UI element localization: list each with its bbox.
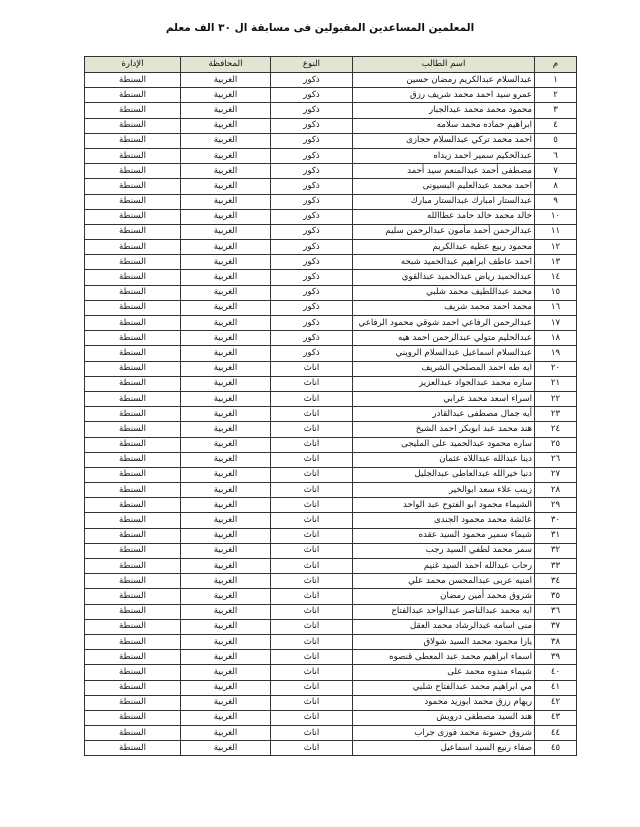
student-name-cell: اسراء اسعد محمد عرابي	[353, 391, 535, 406]
administration-cell: السنطة	[85, 270, 181, 285]
governorate-cell: الغربية	[181, 285, 271, 300]
student-name-cell: ريهام رزق محمد ابوزيد محمود	[353, 695, 535, 710]
administration-cell: السنطة	[85, 741, 181, 756]
gender-cell: اناث	[271, 467, 353, 482]
administration-cell: السنطة	[85, 285, 181, 300]
student-name-cell: اسماء ابراهيم محمد عبد المعطى قنصوه	[353, 650, 535, 665]
row-number-cell: ٣٧	[535, 619, 577, 634]
table-row	[85, 437, 577, 452]
governorate-cell: الغربية	[181, 407, 271, 422]
student-name-cell: دينا عبدالله عبداللاه عثمان	[353, 452, 535, 467]
student-name-cell: عبدالحميد رياض عبدالحميد عبدالقوي	[353, 270, 535, 285]
gender-cell: اناث	[271, 391, 353, 406]
administration-cell: السنطة	[85, 665, 181, 680]
table-row	[85, 695, 577, 710]
administration-cell: السنطة	[85, 467, 181, 482]
table-row	[85, 680, 577, 695]
governorate-cell: الغربية	[181, 513, 271, 528]
table-row	[85, 285, 577, 300]
row-number-cell: ٤٤	[535, 726, 577, 741]
student-name-cell: زينب علاء سعد ابوالخير	[353, 483, 535, 498]
governorate-cell: الغربية	[181, 270, 271, 285]
gender-cell: ذكور	[271, 255, 353, 270]
governorate-cell: الغربية	[181, 680, 271, 695]
table-row	[85, 270, 577, 285]
governorate-cell: الغربية	[181, 164, 271, 179]
row-number-cell: ٣٩	[535, 650, 577, 665]
student-name-cell: صفاء ربيع السيد اسماعيل	[353, 741, 535, 756]
governorate-cell: الغربية	[181, 391, 271, 406]
administration-cell: السنطة	[85, 255, 181, 270]
governorate-cell: الغربية	[181, 589, 271, 604]
gender-cell: ذكور	[271, 300, 353, 315]
governorate-cell: الغربية	[181, 543, 271, 558]
governorate-cell: الغربية	[181, 133, 271, 148]
row-number-cell: ٤٥	[535, 741, 577, 756]
row-number-cell: ٢٨	[535, 483, 577, 498]
administration-cell: السنطة	[85, 209, 181, 224]
gender-cell: اناث	[271, 741, 353, 756]
student-name-cell: شروق محمد أمين رمضان	[353, 589, 535, 604]
row-number-cell: ٨	[535, 179, 577, 194]
row-number-cell: ١٠	[535, 209, 577, 224]
administration-cell: السنطة	[85, 695, 181, 710]
gender-cell: اناث	[271, 619, 353, 634]
row-number-cell: ١٥	[535, 285, 577, 300]
gender-cell: اناث	[271, 650, 353, 665]
administration-cell: السنطة	[85, 574, 181, 589]
row-number-cell: ٤٢	[535, 695, 577, 710]
table-row	[85, 619, 577, 634]
row-number-cell: ٣٢	[535, 543, 577, 558]
header-row	[85, 57, 577, 73]
governorate-cell: الغربية	[181, 73, 271, 88]
student-name-cell: مي ابراهيم محمد عبدالفتاح شلبي	[353, 680, 535, 695]
administration-cell: السنطة	[85, 559, 181, 574]
row-number-cell: ١٤	[535, 270, 577, 285]
table-row	[85, 179, 577, 194]
governorate-cell: الغربية	[181, 665, 271, 680]
gender-cell: ذكور	[271, 194, 353, 209]
student-name-cell: امنيه عربى عبدالمحسن محمد علي	[353, 574, 535, 589]
governorate-cell: الغربية	[181, 528, 271, 543]
table-row	[85, 407, 577, 422]
governorate-cell: الغربية	[181, 361, 271, 376]
student-name-cell: ابراهيم حماده محمد سلامه	[353, 118, 535, 133]
row-number-cell: ٣٣	[535, 559, 577, 574]
gender-cell: اناث	[271, 726, 353, 741]
student-name-cell: رحاب عبدالله احمد السيد غنيم	[353, 559, 535, 574]
student-name-cell: عبدالسلام عبدالكريم رمضان حسين	[353, 73, 535, 88]
table-row	[85, 103, 577, 118]
student-name-cell: شيماء سمير محمود السيد عقده	[353, 528, 535, 543]
table-row	[85, 589, 577, 604]
row-number-cell: ١١	[535, 224, 577, 239]
gender-cell: ذكور	[271, 209, 353, 224]
student-name-cell: هند السيد مصطفى درويش	[353, 710, 535, 725]
student-name-cell: احمد عاطف ابراهيم عبدالحميد شبحه	[353, 255, 535, 270]
gender-cell: اناث	[271, 634, 353, 649]
administration-cell: السنطة	[85, 194, 181, 209]
administration-cell: السنطة	[85, 103, 181, 118]
administration-cell: السنطة	[85, 680, 181, 695]
page-title: المعلمين المساعدين المقبولين فى مسابقة ال ٣٠ الف معلم	[165, 22, 475, 34]
gender-cell: ذكور	[271, 346, 353, 361]
administration-cell: السنطة	[85, 650, 181, 665]
gender-cell: اناث	[271, 695, 353, 710]
student-name-cell: مصطفى أحمد عبدالمنعم سيد أحمد	[353, 164, 535, 179]
table-body	[85, 73, 577, 756]
administration-cell: السنطة	[85, 528, 181, 543]
header-gender: النوع	[271, 57, 353, 73]
student-name-cell: عبدالستار امبارك عبدالستار مبارك	[353, 194, 535, 209]
table-row	[85, 391, 577, 406]
table-row	[85, 452, 577, 467]
student-name-cell: عائشة محمد محمود الجندى	[353, 513, 535, 528]
student-name-cell: عبدالسلام اسماعيل عبدالسلام الرويني	[353, 346, 535, 361]
governorate-cell: الغربية	[181, 452, 271, 467]
row-number-cell: ٤٠	[535, 665, 577, 680]
student-name-cell: ايه محمد عبدالناصر عبدالواحد عبدالفتاح	[353, 604, 535, 619]
administration-cell: السنطة	[85, 619, 181, 634]
governorate-cell: الغربية	[181, 437, 271, 452]
administration-cell: السنطة	[85, 346, 181, 361]
administration-cell: السنطة	[85, 604, 181, 619]
table-row	[85, 209, 577, 224]
administration-cell: السنطة	[85, 118, 181, 133]
gender-cell: اناث	[271, 665, 353, 680]
administration-cell: السنطة	[85, 726, 181, 741]
row-number-cell: ٢١	[535, 376, 577, 391]
row-number-cell: ٣٤	[535, 574, 577, 589]
gender-cell: اناث	[271, 543, 353, 558]
table-row	[85, 574, 577, 589]
gender-cell: اناث	[271, 589, 353, 604]
table-row	[85, 133, 577, 148]
row-number-cell: ٢٥	[535, 437, 577, 452]
header-number: م	[535, 57, 577, 73]
governorate-cell: الغربية	[181, 559, 271, 574]
governorate-cell: الغربية	[181, 422, 271, 437]
row-number-cell: ٥	[535, 133, 577, 148]
row-number-cell: ١٧	[535, 316, 577, 331]
administration-cell: السنطة	[85, 513, 181, 528]
row-number-cell: ٤	[535, 118, 577, 133]
table-row	[85, 346, 577, 361]
student-name-cell: عبدالرحمن أحمد مأمون عبدالرحمن سليم	[353, 224, 535, 239]
gender-cell: ذكور	[271, 118, 353, 133]
administration-cell: السنطة	[85, 391, 181, 406]
administration-cell: السنطة	[85, 148, 181, 163]
gender-cell: ذكور	[271, 73, 353, 88]
table-row	[85, 422, 577, 437]
governorate-cell: الغربية	[181, 316, 271, 331]
table-row	[85, 710, 577, 725]
row-number-cell: ٦	[535, 148, 577, 163]
governorate-cell: الغربية	[181, 209, 271, 224]
row-number-cell: ٢٧	[535, 467, 577, 482]
administration-cell: السنطة	[85, 452, 181, 467]
table-row	[85, 650, 577, 665]
gender-cell: ذكور	[271, 285, 353, 300]
gender-cell: اناث	[271, 559, 353, 574]
table-row	[85, 224, 577, 239]
table-row	[85, 73, 577, 88]
gender-cell: اناث	[271, 574, 353, 589]
student-name-cell: سمر محمد لطفي السيد رجب	[353, 543, 535, 558]
row-number-cell: ٢٦	[535, 452, 577, 467]
gender-cell: اناث	[271, 528, 353, 543]
header-student-name: اسم الطالب	[353, 57, 535, 73]
gender-cell: ذكور	[271, 179, 353, 194]
gender-cell: اناث	[271, 483, 353, 498]
table-row	[85, 483, 577, 498]
table-row	[85, 543, 577, 558]
administration-cell: السنطة	[85, 589, 181, 604]
table-row	[85, 255, 577, 270]
gender-cell: اناث	[271, 452, 353, 467]
administration-cell: السنطة	[85, 376, 181, 391]
student-name-cell: محمود محمد محمد عبدالجبار	[353, 103, 535, 118]
row-number-cell: ٣٠	[535, 513, 577, 528]
table-row	[85, 376, 577, 391]
table-row	[85, 604, 577, 619]
row-number-cell: ٢٠	[535, 361, 577, 376]
table-row	[85, 528, 577, 543]
table-row	[85, 498, 577, 513]
roster-table	[84, 56, 577, 756]
gender-cell: ذكور	[271, 270, 353, 285]
row-number-cell: ٣	[535, 103, 577, 118]
student-name-cell: هند محمد عبد ابوبكر احمد الشيخ	[353, 422, 535, 437]
row-number-cell: ١٩	[535, 346, 577, 361]
student-name-cell: احمد محمد عبدالعليم البسيونى	[353, 179, 535, 194]
governorate-cell: الغربية	[181, 194, 271, 209]
row-number-cell: ٤١	[535, 680, 577, 695]
table-row	[85, 559, 577, 574]
administration-cell: السنطة	[85, 498, 181, 513]
governorate-cell: الغربية	[181, 331, 271, 346]
gender-cell: اناث	[271, 437, 353, 452]
governorate-cell: الغربية	[181, 148, 271, 163]
governorate-cell: الغربية	[181, 467, 271, 482]
row-number-cell: ١٦	[535, 300, 577, 315]
header-administration: الإدارة	[85, 57, 181, 73]
administration-cell: السنطة	[85, 316, 181, 331]
student-name-cell: عمرو سيد احمد محمد شريف رزق	[353, 88, 535, 103]
administration-cell: السنطة	[85, 179, 181, 194]
table-row	[85, 634, 577, 649]
student-name-cell: احمد محمد تركي عبدالسلام حجازى	[353, 133, 535, 148]
governorate-cell: الغربية	[181, 695, 271, 710]
table-row	[85, 316, 577, 331]
administration-cell: السنطة	[85, 88, 181, 103]
row-number-cell: ٢	[535, 88, 577, 103]
governorate-cell: الغربية	[181, 650, 271, 665]
table-row	[85, 331, 577, 346]
gender-cell: ذكور	[271, 331, 353, 346]
student-name-cell: محمود ربيع عطيه عبدالكريم	[353, 240, 535, 255]
gender-cell: ذكور	[271, 316, 353, 331]
table-row	[85, 513, 577, 528]
row-number-cell: ١	[535, 73, 577, 88]
student-name-cell: أيه جمال مصطفى عبدالقادر	[353, 407, 535, 422]
student-name-cell: خالد محمد خالد حامد عطاالله	[353, 209, 535, 224]
gender-cell: اناث	[271, 513, 353, 528]
governorate-cell: الغربية	[181, 346, 271, 361]
row-number-cell: ٤٣	[535, 710, 577, 725]
governorate-cell: الغربية	[181, 619, 271, 634]
gender-cell: اناث	[271, 422, 353, 437]
governorate-cell: الغربية	[181, 103, 271, 118]
row-number-cell: ١٨	[535, 331, 577, 346]
row-number-cell: ٩	[535, 194, 577, 209]
gender-cell: ذكور	[271, 164, 353, 179]
table-row	[85, 88, 577, 103]
gender-cell: ذكور	[271, 88, 353, 103]
table-row	[85, 194, 577, 209]
governorate-cell: الغربية	[181, 179, 271, 194]
row-number-cell: ٣٨	[535, 634, 577, 649]
administration-cell: السنطة	[85, 710, 181, 725]
gender-cell: اناث	[271, 710, 353, 725]
student-name-cell: منى اسامه عبدالرشاد محمد العقل	[353, 619, 535, 634]
governorate-cell: الغربية	[181, 300, 271, 315]
table-row	[85, 148, 577, 163]
header-governorate: المحافظة	[181, 57, 271, 73]
student-name-cell: عبدالحكيم سمير احمد زيداه	[353, 148, 535, 163]
governorate-cell: الغربية	[181, 634, 271, 649]
student-name-cell: شروق حسونة محمد فوزى جراب	[353, 726, 535, 741]
table-row	[85, 741, 577, 756]
governorate-cell: الغربية	[181, 376, 271, 391]
administration-cell: السنطة	[85, 300, 181, 315]
student-name-cell: عبدالرحمن الرفاعي احمد شوقي محمود الرفاعي	[353, 316, 535, 331]
governorate-cell: الغربية	[181, 255, 271, 270]
administration-cell: السنطة	[85, 422, 181, 437]
administration-cell: السنطة	[85, 164, 181, 179]
gender-cell: اناث	[271, 407, 353, 422]
student-name-cell: ساره محمد عبدالجواد عبدالعزيز	[353, 376, 535, 391]
table-header	[85, 57, 577, 73]
student-name-cell: محمد احمد محمد شريف	[353, 300, 535, 315]
table-row	[85, 726, 577, 741]
governorate-cell: الغربية	[181, 224, 271, 239]
governorate-cell: الغربية	[181, 483, 271, 498]
governorate-cell: الغربية	[181, 498, 271, 513]
gender-cell: ذكور	[271, 133, 353, 148]
gender-cell: ذكور	[271, 240, 353, 255]
governorate-cell: الغربية	[181, 710, 271, 725]
administration-cell: السنطة	[85, 240, 181, 255]
administration-cell: السنطة	[85, 133, 181, 148]
row-number-cell: ٢٢	[535, 391, 577, 406]
student-name-cell: ايه طه احمد المصلحي الشريف	[353, 361, 535, 376]
student-name-cell: محمد عبداللطيف محمد شلبي	[353, 285, 535, 300]
row-number-cell: ٧	[535, 164, 577, 179]
gender-cell: اناث	[271, 680, 353, 695]
gender-cell: اناث	[271, 498, 353, 513]
governorate-cell: الغربية	[181, 88, 271, 103]
gender-cell: ذكور	[271, 103, 353, 118]
administration-cell: السنطة	[85, 407, 181, 422]
gender-cell: ذكور	[271, 224, 353, 239]
gender-cell: اناث	[271, 376, 353, 391]
student-name-cell: الشيماء محمود ابو الفتوح عبد الواحد	[353, 498, 535, 513]
row-number-cell: ٣١	[535, 528, 577, 543]
governorate-cell: الغربية	[181, 726, 271, 741]
student-name-cell: عبدالحليم متولي عبدالرحمن احمد هيه	[353, 331, 535, 346]
row-number-cell: ٢٩	[535, 498, 577, 513]
row-number-cell: ٢٤	[535, 422, 577, 437]
row-number-cell: ١٢	[535, 240, 577, 255]
table-row	[85, 164, 577, 179]
gender-cell: اناث	[271, 361, 353, 376]
student-name-cell: دنيا خيرالله عبدالعاطى عبدالجليل	[353, 467, 535, 482]
student-name-cell: ساره محمود عبدالحميد على المليجى	[353, 437, 535, 452]
table-row	[85, 118, 577, 133]
table-row	[85, 361, 577, 376]
student-name-cell: يارا محمود محمد السيد شولاق	[353, 634, 535, 649]
row-number-cell: ٣٥	[535, 589, 577, 604]
administration-cell: السنطة	[85, 73, 181, 88]
table-row	[85, 665, 577, 680]
governorate-cell: الغربية	[181, 604, 271, 619]
table-row	[85, 240, 577, 255]
administration-cell: السنطة	[85, 543, 181, 558]
governorate-cell: الغربية	[181, 118, 271, 133]
administration-cell: السنطة	[85, 361, 181, 376]
student-name-cell: شيماء منذوه محمد على	[353, 665, 535, 680]
administration-cell: السنطة	[85, 437, 181, 452]
governorate-cell: الغربية	[181, 741, 271, 756]
row-number-cell: ١٣	[535, 255, 577, 270]
row-number-cell: ٣٦	[535, 604, 577, 619]
administration-cell: السنطة	[85, 483, 181, 498]
administration-cell: السنطة	[85, 634, 181, 649]
governorate-cell: الغربية	[181, 574, 271, 589]
governorate-cell: الغربية	[181, 240, 271, 255]
gender-cell: اناث	[271, 604, 353, 619]
gender-cell: ذكور	[271, 148, 353, 163]
table-row	[85, 300, 577, 315]
table-row	[85, 467, 577, 482]
row-number-cell: ٢٣	[535, 407, 577, 422]
administration-cell: السنطة	[85, 224, 181, 239]
administration-cell: السنطة	[85, 331, 181, 346]
